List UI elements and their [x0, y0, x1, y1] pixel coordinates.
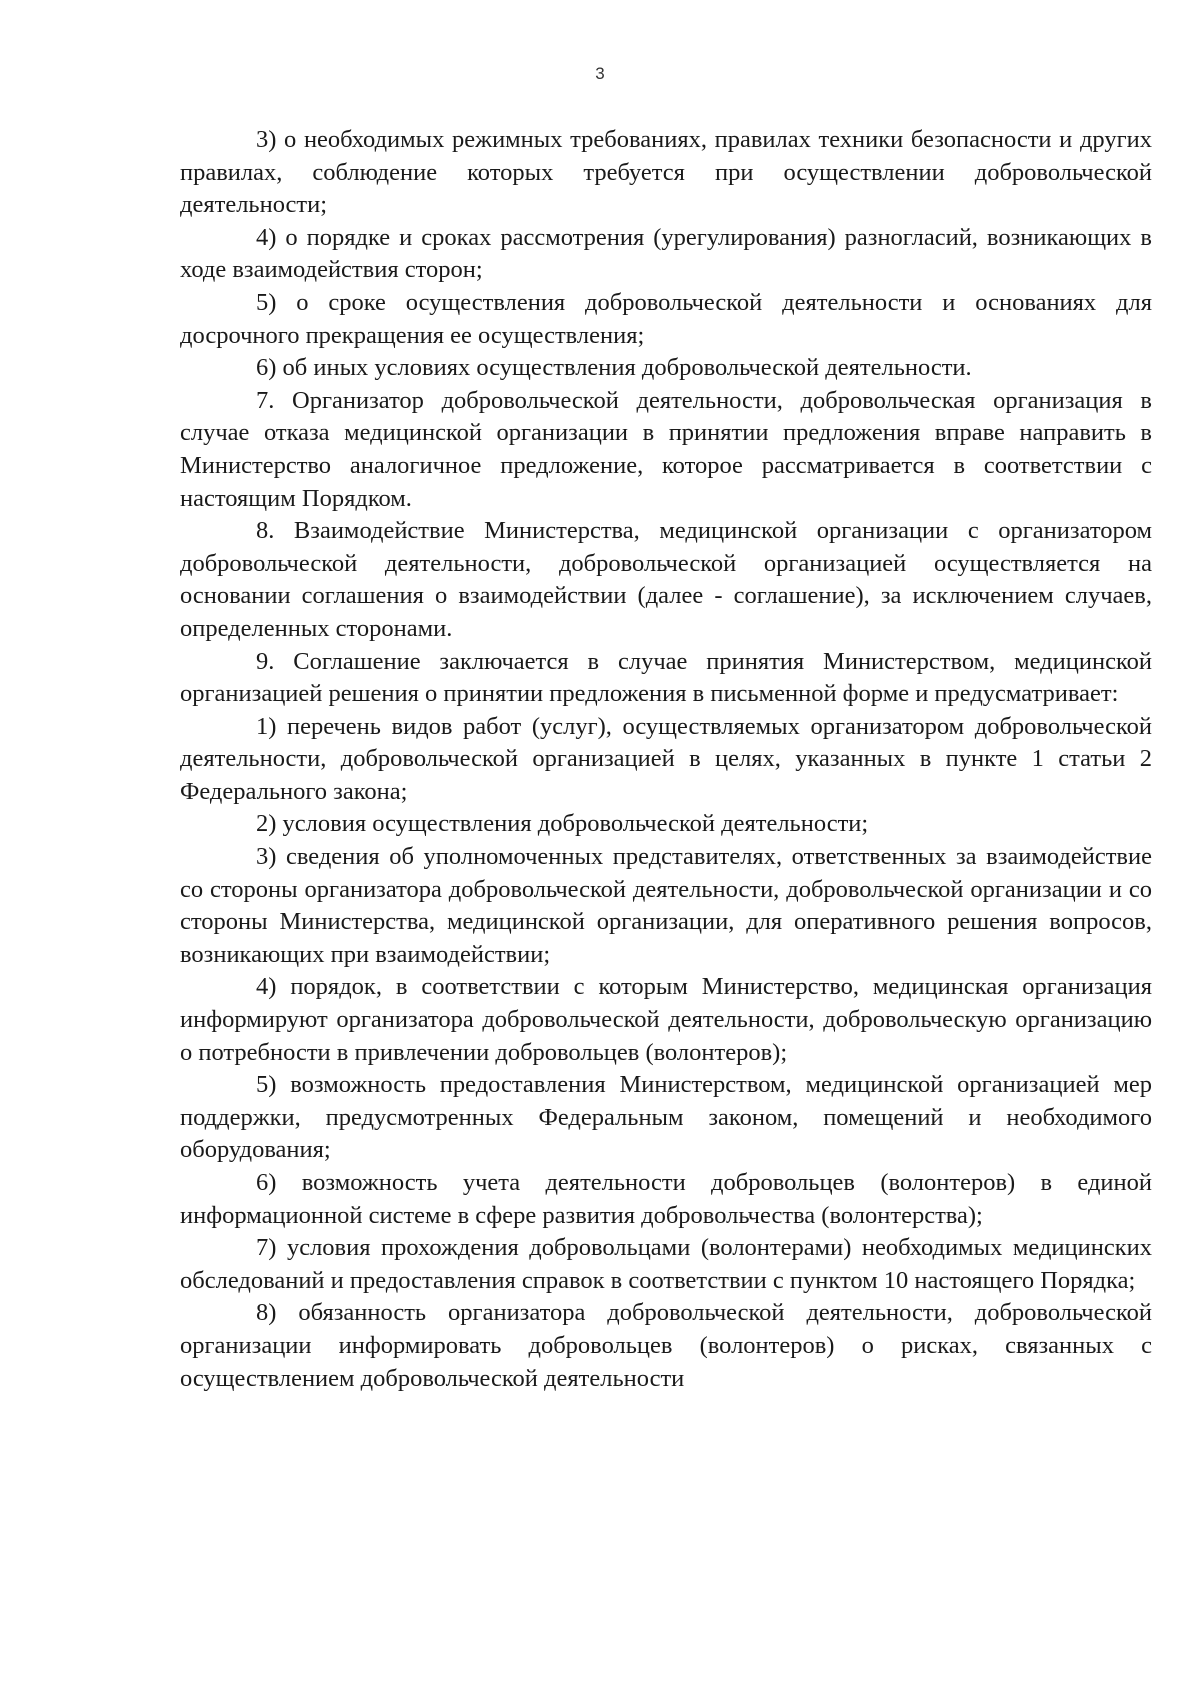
paragraph-item-3: 3) о необходимых режимных требованиях, правилах техники безопасности и других правилах, соблюдение которых требуется при осуществлении добровольческой деятельности; — [180, 126, 1152, 219]
paragraph-clause-7: 7. Организатор добровольческой деятельности, добровольческая организация в случае отказа медицинской организации в принятии предложения вправе направить в Министерство аналогичное предложение, которое рассматривается в соответствии с настоящим Порядком. — [180, 386, 1152, 512]
paragraph-clause-9: 9. Соглашение заключается в случае принятия Министерством, медицинской организацией решения о принятии предложения в письменной форме и предусматривает: — [180, 647, 1152, 708]
paragraph-item-5: 5) о сроке осуществления добровольческой деятельности и основаниях для досрочного прекращения ее осуществления; — [180, 288, 1152, 349]
agreement-item-7: 7) условия прохождения добровольцами (волонтерами) необходимых медицинских обследований и предоставления справок в соответствии с пунктом 10 настоящего Порядка; — [180, 1234, 1152, 1294]
agreement-item-5: 5) возможность предоставления Министерством, медицинской организацией мер поддержки, предусмотренных Федеральным законом, помещений и необходимого оборудования; — [180, 1071, 1152, 1164]
agreement-item-1: 1) перечень видов работ (услуг), осуществляемых организатором добровольческой деятельности, добровольческой организацией в целях, указанных в пункте 1 статьи 2 Федерального закона; — [180, 712, 1152, 805]
agreement-item-3: 3) сведения об уполномоченных представителях, ответственных за взаимодействие со стороны организатора добровольческой деятельности, добровольческой организации и со стороны Министерства, медицинской организации, для оперативного решения вопросов, возникающих при взаимодействии; — [180, 843, 1152, 968]
agreement-item-4: 4) порядок, в соответствии с которым Министерство, медицинская организация информируют организатора добровольческой деятельности, добровольческую организацию о потребности в привлечении добровольцев (волонтеров); — [180, 973, 1152, 1066]
agreement-item-6: 6) возможность учета деятельности добровольцев (волонтеров) в единой информационной системе в сфере развития добровольчества (волонтерства); — [180, 1169, 1152, 1229]
paragraph-item-6: 6) об иных условиях осуществления добровольческой деятельности. — [256, 354, 972, 382]
agreement-item-8: 8) обязанность организатора добровольческой деятельности, добровольческой организации информировать добровольцев (волонтеров) о рисках, связанных с осуществлением добровольческой деятельности — [180, 1299, 1152, 1392]
page-number: 3 — [595, 64, 605, 83]
paragraph-clause-8: 8. Взаимодействие Министерства, медицинской организации с организатором добровольческой деятельности, добровольческой организацией осуществляется на основании соглашения о взаимодействии (далее - соглашение), за исключением случаев, определенных сторонами. — [180, 517, 1152, 642]
agreement-item-2: 2) условия осуществления добровольческой деятельности; — [256, 810, 869, 838]
paragraph-item-4: 4) о порядке и сроках рассмотрения (урегулирования) разногласий, возникающих в ходе взаимодействия сторон; — [180, 223, 1152, 284]
document-body — [180, 124, 1152, 1395]
